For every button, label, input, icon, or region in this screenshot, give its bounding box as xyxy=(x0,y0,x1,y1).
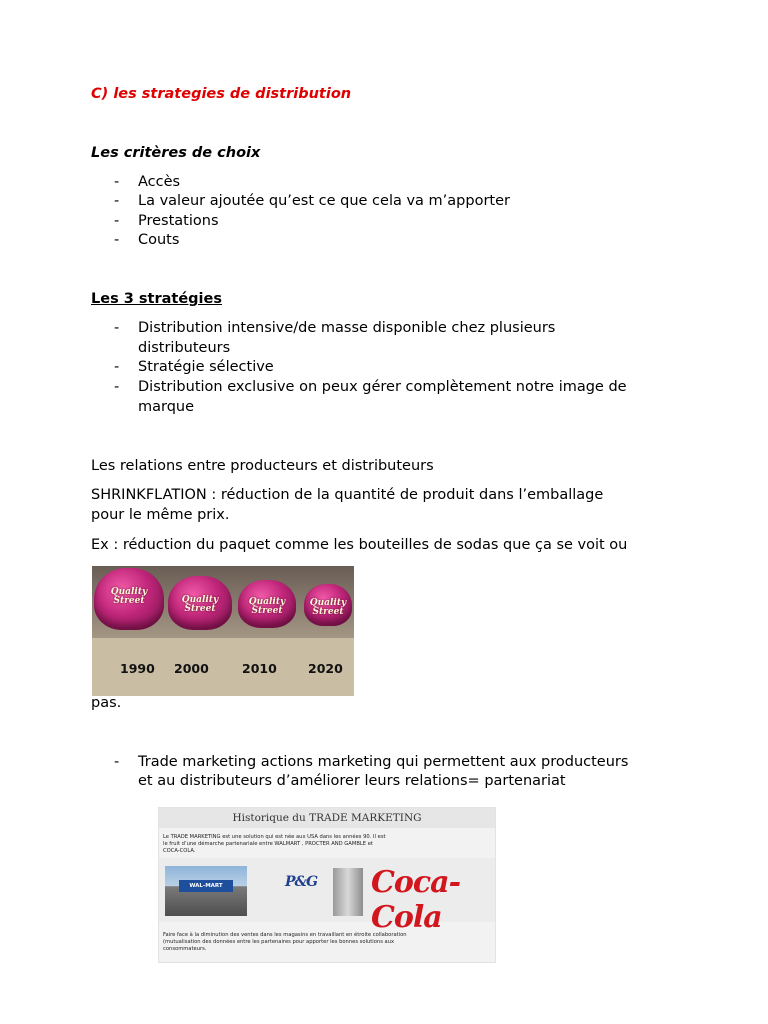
list-item-continued: et au distributeurs d’améliorer leurs relations= partenariat xyxy=(138,773,566,789)
slide-text: consommateurs. xyxy=(163,946,207,952)
tin-label: Quality Street xyxy=(248,597,286,616)
year-label: 2000 xyxy=(174,661,209,676)
slide-text: (mutualisation des données entre les partenaires pour apporter les bonnes solutions aux xyxy=(163,939,395,945)
list-item: Trade marketing actions marketing qui permettent aux producteurs xyxy=(138,754,629,770)
walmart-store-photo xyxy=(165,866,247,916)
year-label: 2020 xyxy=(308,661,343,676)
shrinkflation-definition: SHRINKFLATION : réduction de la quantité de produit dans l’emballage xyxy=(91,487,604,503)
slide-text: le fruit d’une démarche partenariale entre WALMART , PROCTER AND GAMBLE et xyxy=(163,841,373,847)
strategies-heading: Les 3 stratégies xyxy=(91,291,222,307)
shrinkflation-photo xyxy=(92,566,354,696)
list-bullet: - xyxy=(114,754,120,770)
list-bullet: - xyxy=(114,174,120,190)
list-item-continued: marque xyxy=(138,399,195,415)
pg-building-photo xyxy=(333,868,363,916)
list-item: Distribution exclusive on peux gérer complètement notre image de xyxy=(138,379,627,395)
list-bullet: - xyxy=(114,379,120,395)
slide-text: COCA-COLA. xyxy=(163,848,196,854)
pg-logo: P&G xyxy=(285,874,318,890)
list-item: Couts xyxy=(138,232,180,248)
slide-title: Historique du TRADE MARKETING xyxy=(232,812,422,824)
walmart-sign: WAL-MART xyxy=(179,880,233,892)
coca-cola-logo: Coca-Cola xyxy=(371,865,461,935)
list-item: Prestations xyxy=(138,213,219,229)
list-bullet: - xyxy=(114,232,120,248)
list-bullet: - xyxy=(114,320,120,336)
year-label: 1990 xyxy=(120,661,155,676)
tin-label: Quality Street xyxy=(181,595,219,614)
list-bullet: - xyxy=(114,193,120,209)
list-bullet: - xyxy=(114,359,120,375)
year-label: 2010 xyxy=(242,661,277,676)
example-text-end: pas. xyxy=(91,695,122,711)
slide-text: Le TRADE MARKETING est une solution qui est née aux USA dans les années 90. Il est xyxy=(163,834,386,840)
list-item: Distribution intensive/de masse disponible chez plusieurs xyxy=(138,320,556,336)
list-bullet: - xyxy=(114,213,120,229)
slide-text: Faire face à la diminution des ventes dans les magasins en travaillant en étroite collaboration xyxy=(163,932,407,938)
shrinkflation-definition-end: pour le même prix. xyxy=(91,507,230,523)
list-item: La valeur ajoutée qu’est ce que cela va m’apporter xyxy=(138,193,510,209)
list-item-continued: distributeurs xyxy=(138,340,231,356)
relations-intro: Les relations entre producteurs et distributeurs xyxy=(91,458,434,474)
criteria-heading: Les critères de choix xyxy=(91,145,261,161)
trade-marketing-slide xyxy=(158,807,496,963)
section-title: C) les strategies de distribution xyxy=(91,86,352,102)
list-item: Stratégie sélective xyxy=(138,359,274,375)
example-text: Ex : réduction du paquet comme les bouteilles de sodas que ça se voit ou xyxy=(91,537,628,553)
tin-label: Quality Street xyxy=(309,598,347,617)
list-item: Accès xyxy=(138,174,181,190)
tin-label: Quality Street xyxy=(110,587,148,606)
